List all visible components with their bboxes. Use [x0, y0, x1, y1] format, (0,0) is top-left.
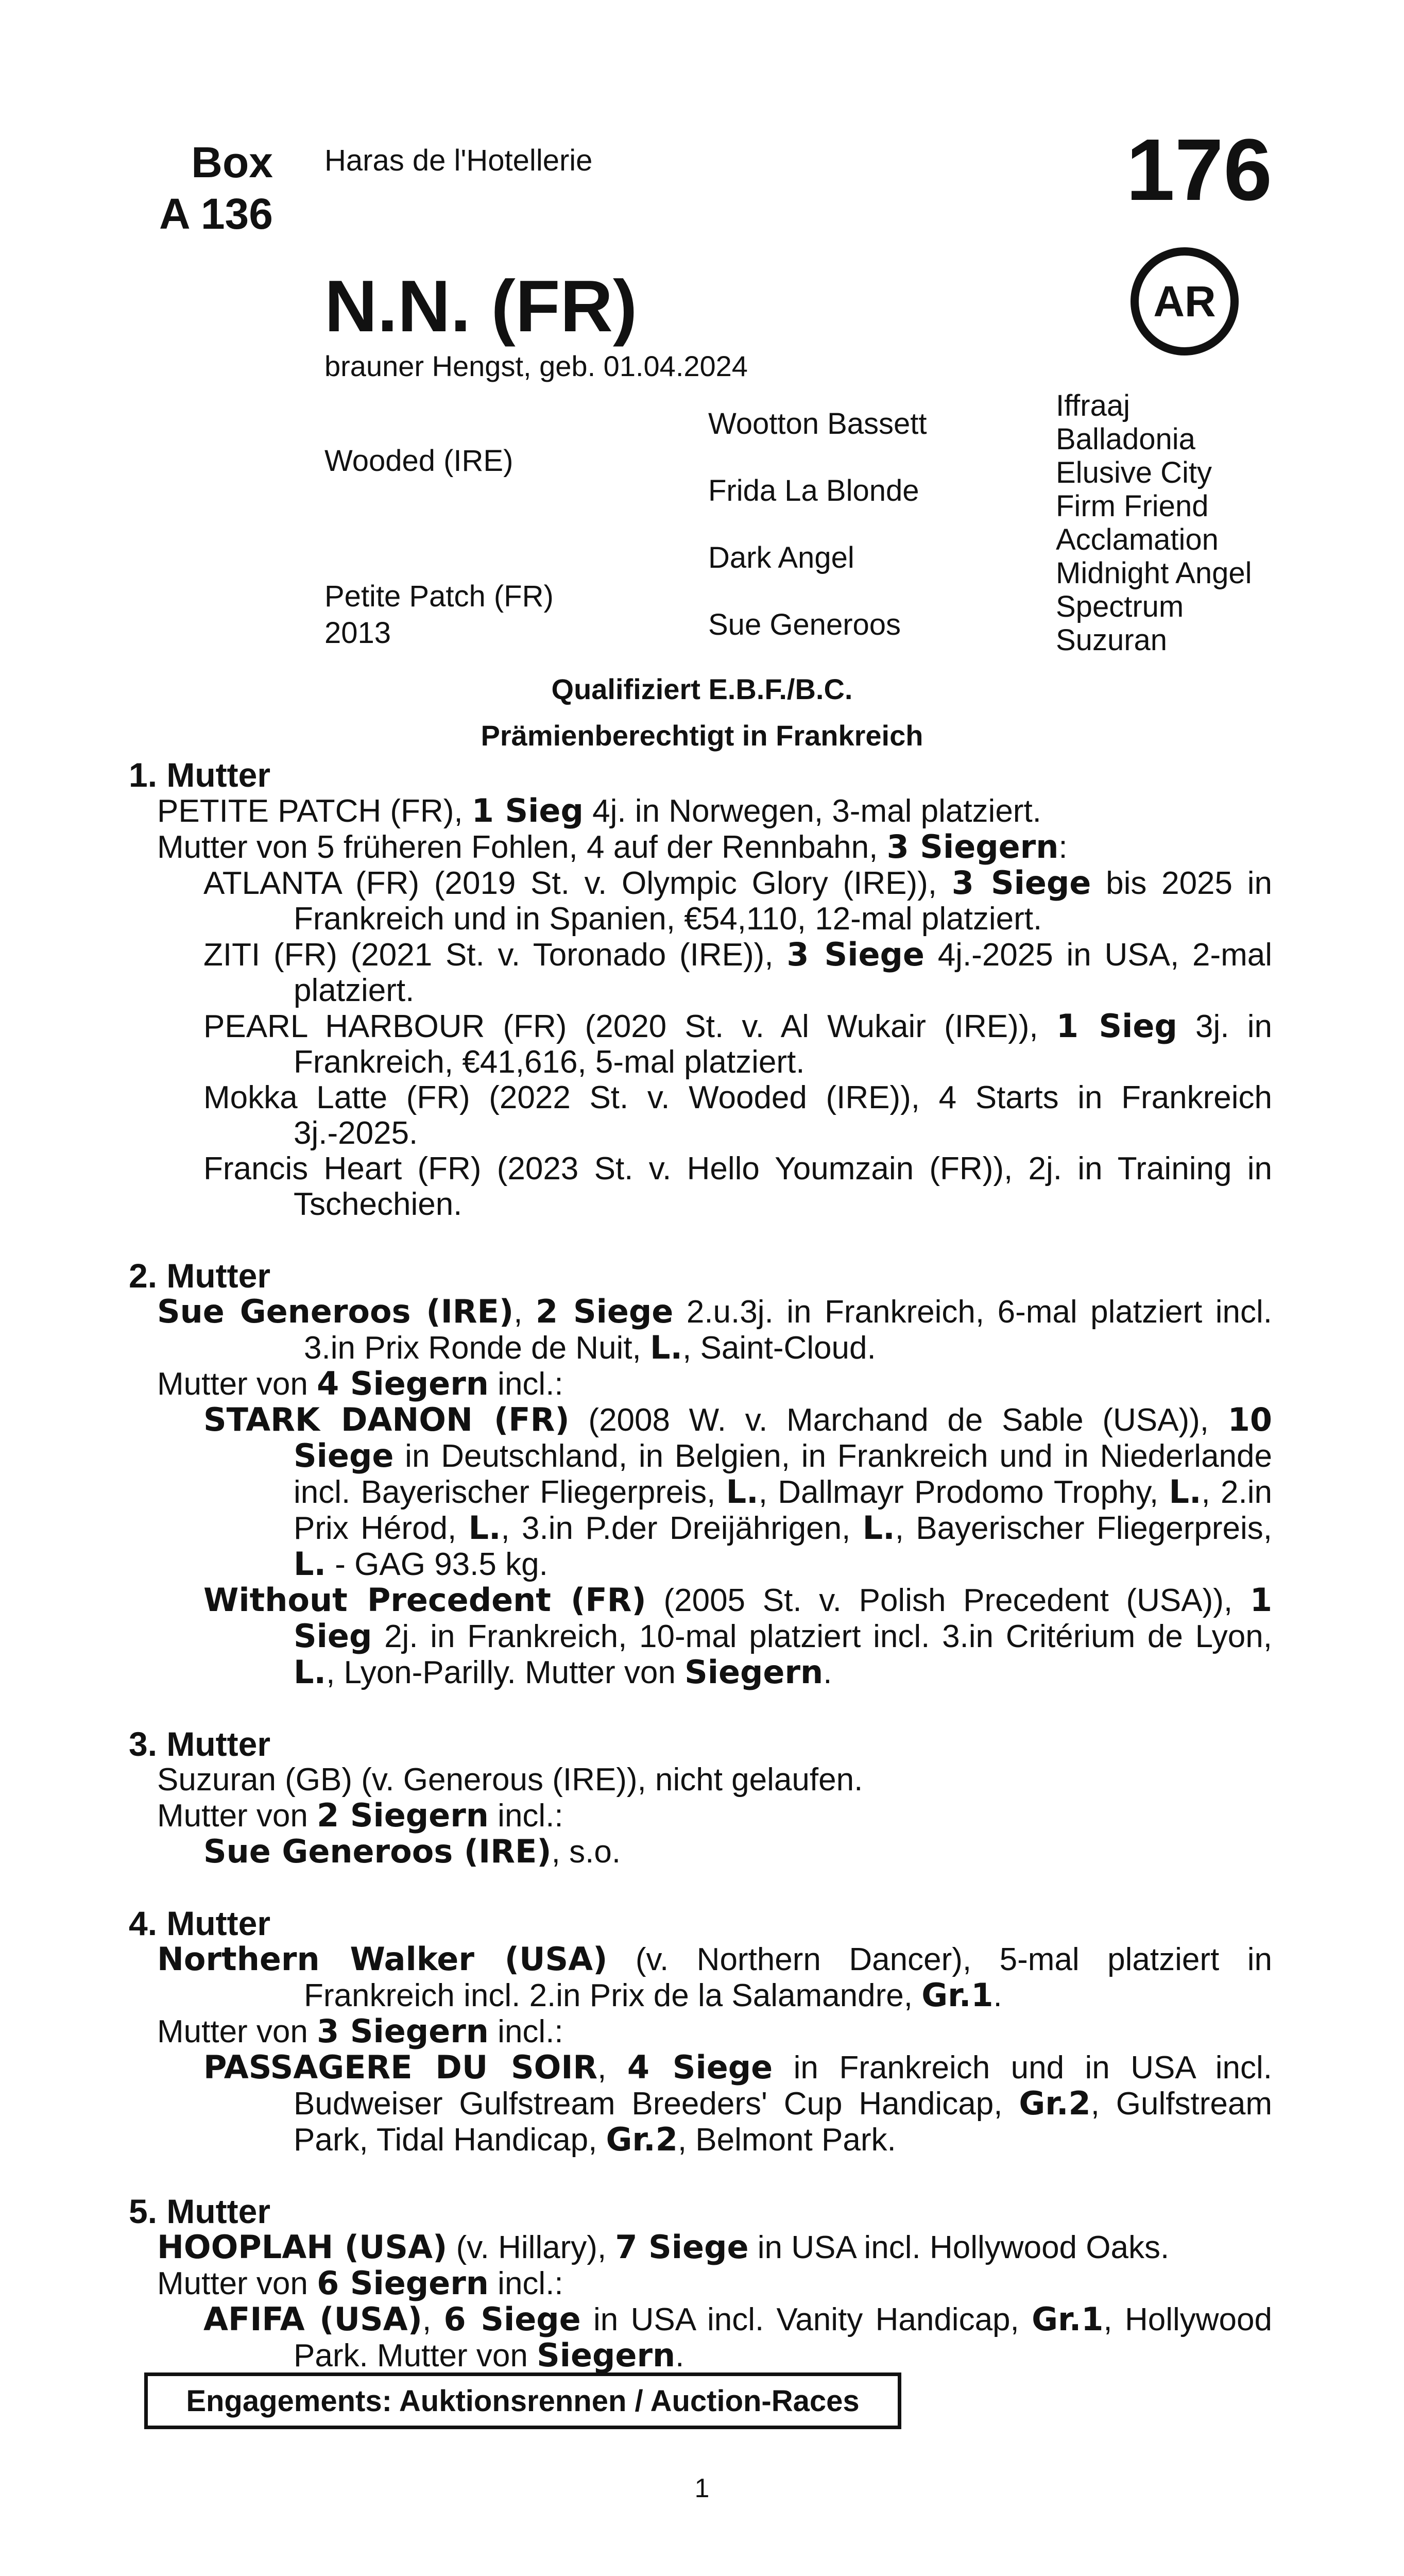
page-number: 1 — [694, 2473, 710, 2503]
pedigree-sire: Wooded (IRE) — [324, 444, 513, 478]
ar-badge — [1131, 247, 1239, 355]
pedigree-gen3-item: Firm Friend — [1056, 489, 1209, 523]
pedigree-gen3-item: Suzuran — [1056, 623, 1168, 657]
pedigree-gen3 — [1056, 389, 1252, 657]
pedigree-dam-dam: Sue Generoos — [708, 608, 901, 641]
produce-summary: Mutter von 6 Siegern incl.: — [157, 2264, 563, 2302]
section-title: 5. Mutter — [129, 2192, 271, 2230]
foal-entry: PEARL HARBOUR (FR) (2020 St. v. Al Wukair (IRE)), 1 Sieg 3j. in Frankreich, €41,616, 5-mal platziert. — [203, 1007, 1272, 1080]
foal-entry: ZITI (FR) (2021 St. v. Toronado (IRE)), 3 Siege 4j.-2025 in USA, 2-mal platziert. — [203, 936, 1272, 1008]
foal-entry: STARK DANON (FR) (2008 W. v. Marchand de Sable (USA)), 10 Siege in Deutschland, in Belgien, in Frankreich und in Niederlande incl. Bayerischer Fliegerpreis, L., Dallmayr Prodomo Trophy, L., 2.in Prix Hérod, L., 3.in P.der Dreijährigen, L., Bayerischer Fliegerpreis, L. - GAG 93.5 kg. — [203, 1401, 1272, 1583]
pedigree-dam-year: 2013 — [324, 616, 391, 650]
section-5 — [129, 2194, 1272, 2374]
pedigree-sire-dam: Frida La Blonde — [708, 474, 919, 507]
section-title: 3. Mutter — [129, 1725, 271, 1763]
consignor: Haras de l'Hotellerie — [324, 144, 593, 177]
produce-summary: Mutter von 4 Siegern incl.: — [157, 1365, 563, 1402]
dam-line-body — [129, 757, 1272, 2374]
dam-record: Northern Walker (USA) (v. Northern Dancer), 5-mal platziert in Frankreich incl. 2.in Prix de la Salamandre, Gr.1. — [157, 1940, 1272, 2014]
dam-record: Sue Generoos (IRE), 2 Siege 2.u.3j. in Frankreich, 6-mal platziert incl. 3.in Prix Ronde de Nuit, L., Saint-Cloud. — [157, 1293, 1272, 1366]
section-title: 1. Mutter — [129, 756, 271, 794]
ar-badge-text: AR — [1153, 277, 1216, 326]
box-label — [129, 137, 273, 240]
lot-number: 176 — [1126, 121, 1272, 219]
horse-description: brauner Hengst, geb. 01.04.2024 — [324, 350, 748, 382]
box-label-line1: Box — [191, 138, 273, 187]
foal-entry: AFIFA (USA), 6 Siege in USA incl. Vanity Handicap, Gr.1, Hollywood Park. Mutter von Siegern. — [203, 2300, 1272, 2374]
section-3 — [129, 1726, 1272, 1870]
horse-name: N.N. (FR) — [324, 265, 638, 347]
section-title: 2. Mutter — [129, 1257, 271, 1295]
foal-entry: Francis Heart (FR) (2023 St. v. Hello Youmzain (FR)), 2j. in Training in Tschechien. — [203, 1151, 1272, 1222]
pedigree-gen3-item: Acclamation — [1056, 523, 1219, 556]
pedigree-gen3-item: Iffraaj — [1056, 389, 1131, 422]
pedigree-gen3-item: Spectrum — [1056, 590, 1184, 623]
produce-summary: Mutter von 5 früheren Fohlen, 4 auf der Rennbahn, 3 Siegern: — [157, 828, 1068, 866]
dam-record: HOOPLAH (USA) (v. Hillary), 7 Siege in USA incl. Hollywood Oaks. — [157, 2228, 1170, 2266]
engagements-box — [144, 2372, 901, 2429]
dam-record: PETITE PATCH (FR), 1 Sieg 4j. in Norwegen, 3-mal platziert. — [157, 792, 1041, 829]
pedigree-gen3-item: Elusive City — [1056, 456, 1212, 489]
section-1 — [129, 757, 1272, 1222]
foal-entry: PASSAGERE DU SOIR, 4 Siege in Frankreich und in USA incl. Budweiser Gulfstream Breeders' Cup Handicap, Gr.2, Gulfstream Park, Tidal Handicap, Gr.2, Belmont Park. — [203, 2048, 1272, 2158]
pedigree-dam-sire: Dark Angel — [708, 541, 854, 574]
produce-summary: Mutter von 2 Siegern incl.: — [157, 1797, 563, 1834]
pedigree-gen3-item: Balladonia — [1056, 422, 1195, 456]
qualification-line: Qualifiziert E.B.F./B.C. — [551, 673, 853, 705]
pedigree-dam: Petite Patch (FR) — [324, 580, 554, 613]
produce-summary: Mutter von 3 Siegern incl.: — [157, 2012, 563, 2050]
foal-entry: Sue Generoos (IRE), s.o. — [203, 1833, 621, 1870]
box-label-line2: A 136 — [159, 190, 273, 238]
foal-entry: Without Precedent (FR) (2005 St. v. Polish Precedent (USA)), 1 Sieg 2j. in Frankreich, 10-mal platziert incl. 3.in Critérium de Lyon, L., Lyon-Parilly. Mutter von Siegern. — [203, 1581, 1272, 1691]
engagements-text: Engagements: Auktionsrennen / Auction-Races — [186, 2384, 860, 2418]
premium-line: Prämienberechtigt in Frankreich — [481, 719, 923, 752]
foal-entry: ATLANTA (FR) (2019 St. v. Olympic Glory (IRE)), 3 Siege bis 2025 in Frankreich und in Spanien, €54,110, 12-mal platziert. — [203, 864, 1272, 937]
section-title: 4. Mutter — [129, 1904, 271, 1942]
pedigree-sire-sire: Wootton Bassett — [708, 407, 927, 440]
foal-entry: Mokka Latte (FR) (2022 St. v. Wooded (IRE)), 4 Starts in Frankreich 3j.-2025. — [203, 1080, 1272, 1151]
pedigree-gen3-item: Midnight Angel — [1056, 556, 1252, 590]
section-2 — [129, 1258, 1272, 1690]
section-4 — [129, 1906, 1272, 2158]
dam-record: Suzuran (GB) (v. Generous (IRE)), nicht gelaufen. — [157, 1762, 863, 1798]
